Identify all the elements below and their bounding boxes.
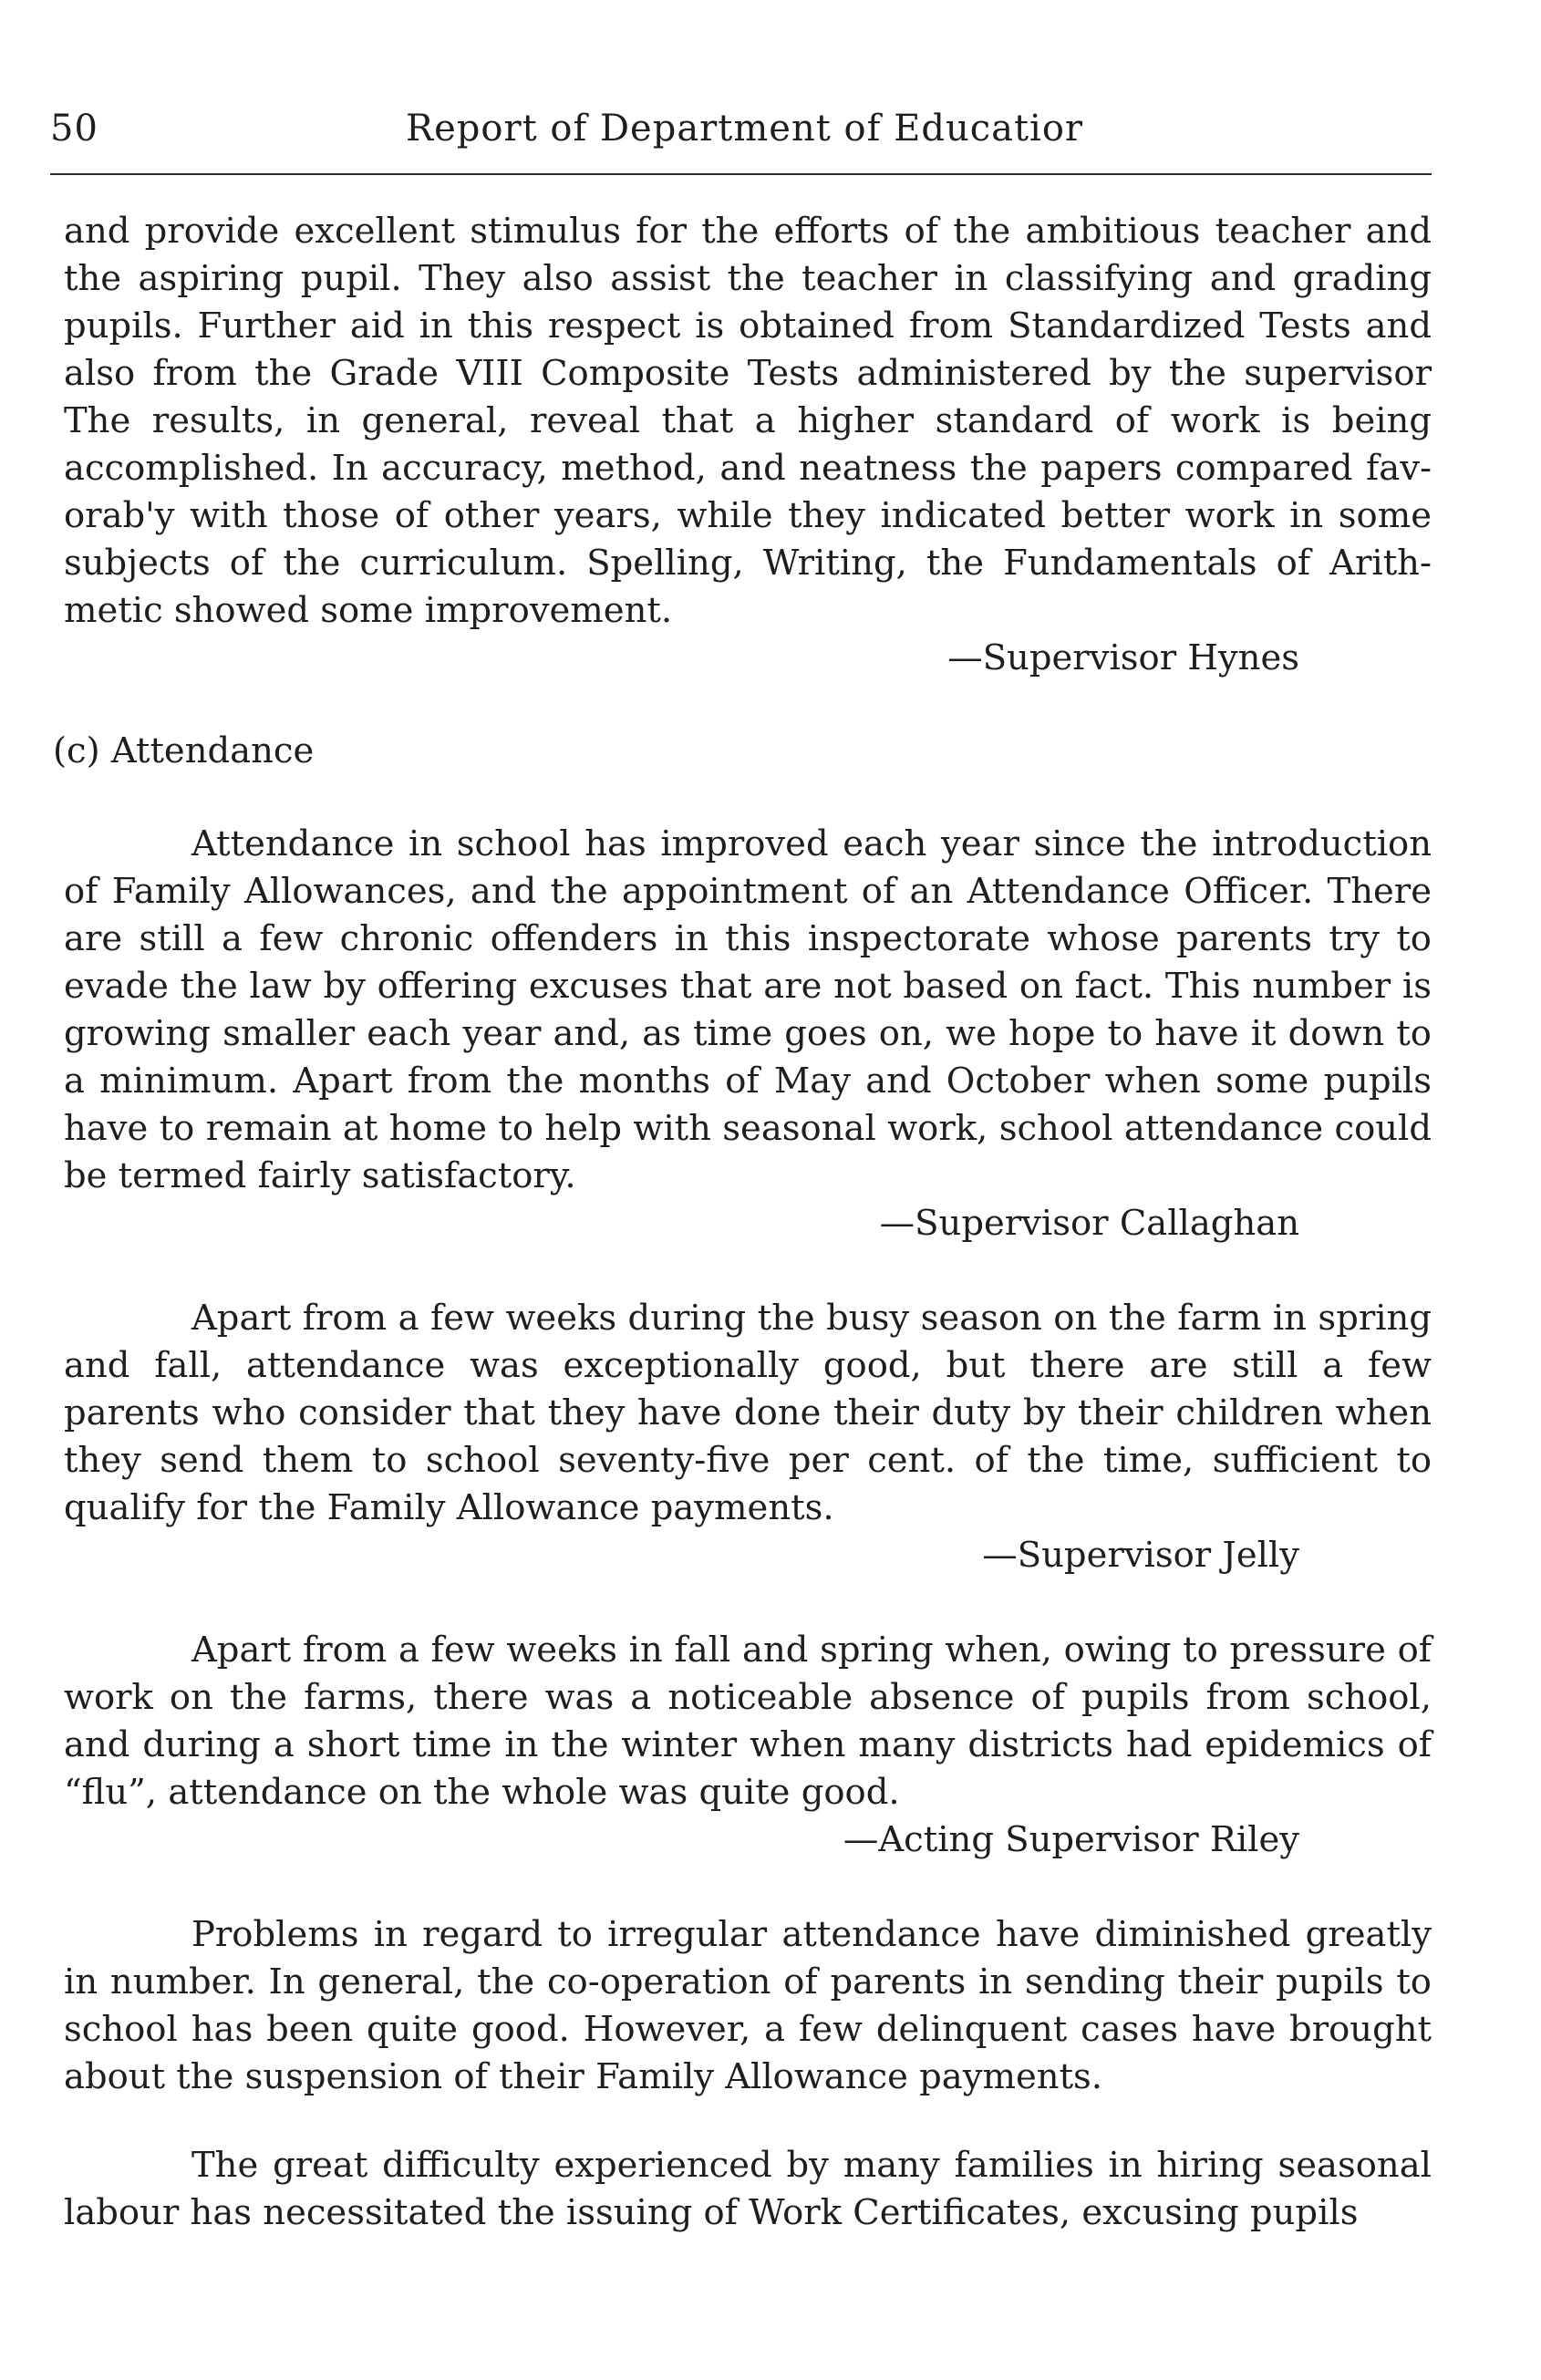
signature-riley: —Acting Supervisor Riley bbox=[843, 1819, 1299, 1860]
running-title: Report of Department of Educatior bbox=[406, 108, 1084, 150]
paragraph-attendance-improved: Attendance in school has improved each year since the introduction of Family Allowances, and the appointment of an Attendance Officer. There are still a few chronic offenders in this inspectorate whose parents try to evade the law by offering excuses that are not based on fact. This number is growing smaller each year and, as time goes on, we hope to have it down to a minimum. Apart from the months of May and October when some pupils have to remain at home to help with seasonal work, school attendance could be termed fairly satisfactory. bbox=[64, 823, 1432, 1196]
spacer bbox=[64, 1247, 1432, 1295]
signature-callaghan: —Supervisor Callaghan bbox=[879, 1203, 1299, 1244]
section-heading-attendance: (c) Attendance bbox=[53, 730, 315, 771]
signature-jelly: —Supervisor Jelly bbox=[982, 1535, 1299, 1576]
header-rule bbox=[50, 173, 1432, 175]
spacer bbox=[64, 1864, 1432, 1911]
paragraph-irregular-attendance: Problems in regard to irregular attendance have diminished greatly in number. In general, the co-operation of parents in sending their pupils to school has been quite good. However, a few delinquent cases have brought about the suspension of their Family Allowance payments. bbox=[64, 1914, 1432, 2097]
spacer bbox=[64, 1579, 1432, 1627]
signature-hynes: —Supervisor Hynes bbox=[947, 637, 1299, 678]
page-number: 50 bbox=[50, 108, 98, 150]
spacer bbox=[64, 2101, 1432, 2142]
paragraph-stimulus: and provide excellent stimulus for the efforts of the ambitious teacher and the aspiring pupil. They also assist the teacher in classifying and grading pupils. Further aid in this respect is obtained from Standardized Tests and also from the Grade VIII Composite Tests administered by the supervisor The results, in general, reveal that a higher standard of work is being accomplished. In accuracy, method, and neatness the papers compared favorab'y with those of other years, while they indicated better work in some subjects of the curriculum. Spelling, Writing, the Fundamentals of Arithmetic showed some improvement. bbox=[64, 211, 1432, 631]
body-text bbox=[53, 208, 1432, 2237]
page-header bbox=[50, 108, 1432, 162]
paragraph-pressure-of-work: Apart from a few weeks in fall and spring when, owing to pressure of work on the farms, there was a noticeable absence of pupils from school, and during a short time in the winter when many districts had epidemics of “flu”, attendance on the whole was quite good. bbox=[64, 1630, 1432, 1813]
paragraph-busy-season: Apart from a few weeks during the busy season on the farm in spring and fall, attendance was exceptionally good, but there are still a few parents who consider that they have done their duty by their children when they send them to school seventy-five per cent. of the time, sufficient to qualify for the Family Allowance payments. bbox=[64, 1298, 1432, 1528]
paragraph-seasonal-labour: The great difficulty experienced by many families in hiring seasonal labour has necessitated the issuing of Work Certificates, excusing pupils bbox=[64, 2145, 1432, 2233]
